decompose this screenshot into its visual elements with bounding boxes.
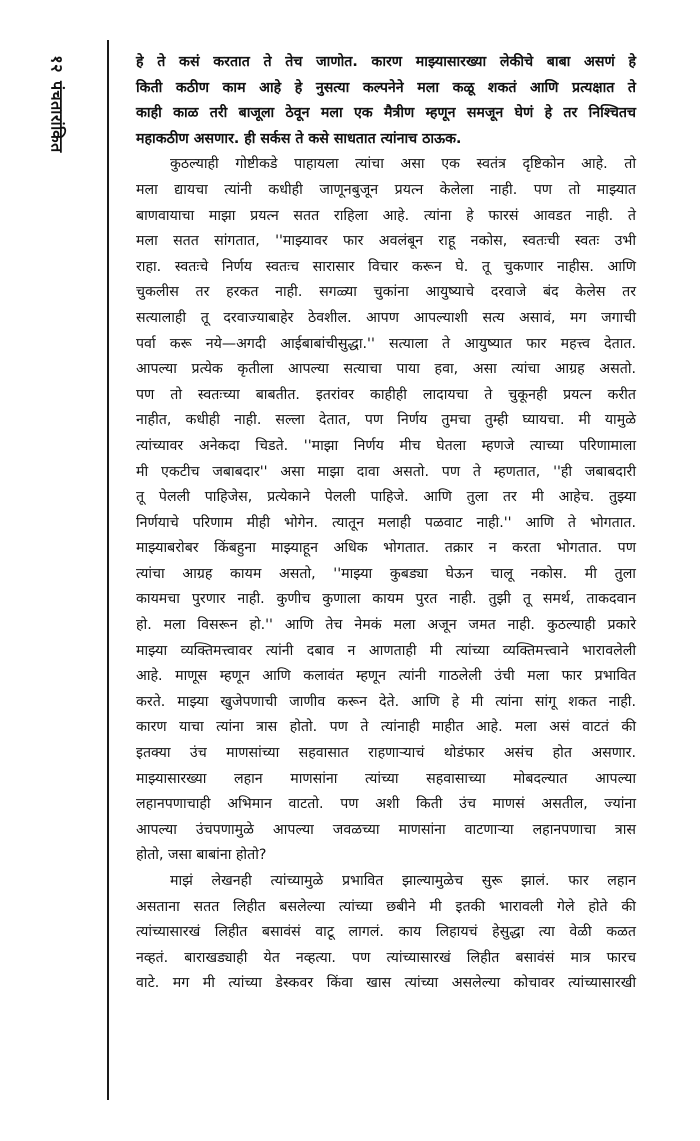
text-line: पण तो स्वतःच्या बाबतीत. इतरांवर काहीही लादायचा ते चुकूनही प्रयत्न करीत: [136, 386, 636, 403]
text-line: त्यांच्यासारखं लिहीत बसावंसं वाटू लागलं. काय लिहायचं हेसुद्धा त्या वेळी कळत: [136, 924, 636, 941]
text-line: राहा. स्वतःचे निर्णय स्वतःच सारासार विचार करून घे. तू चुकणार नाहीस. आणि: [136, 258, 636, 275]
text-line: माझं लेखनही त्यांच्यामुळे प्रभावित झाल्यामुळेच सुरू झालं. फार लहान: [170, 873, 636, 889]
text-line: माझ्यासारख्या लहान माणसांना त्यांच्या सहवासाच्या मोबदल्यात आपल्या: [136, 770, 636, 787]
text-line: हो. मला विसरून हो.'' आणि तेच नेमकं मला अजून जमत नाही. कुठल्याही प्रकारे: [136, 617, 636, 634]
text-line: चुकलीस तर हरकत नाही. सगळ्या चुकांना आयुष्याचे दरवाजे बंद केलेस तर: [136, 284, 636, 301]
text-line: बाणवायाचा माझा प्रयत्न सतत राहिला आहे. त्यांना हे फारसं आवडत नाही. ते: [136, 207, 636, 224]
text-line: आपल्या प्रत्येक कृतीला आपल्या सत्याचा पाया हवा, असा त्यांचा आग्रह असतो.: [136, 361, 636, 378]
text-line: निर्णयाचे परिणाम मीही भोगेन. त्यातून मलाही पळवाट नाही.'' आणि ते भोगतात.: [136, 514, 636, 531]
text-line: महाकठीण असणार. ही सर्कस ते कसे साधतात त्यांनाच ठाऊक.: [136, 130, 462, 147]
text-line: वाटे. मग मी त्यांच्या डेस्कवर किंवा खास त्यांच्या असलेल्या कोचावर त्यांच्यासारखी: [136, 975, 636, 992]
page-number: १२: [47, 55, 67, 73]
text-line: त्यांचा आग्रह कायम असतो, ''माझ्या कुबड्या घेऊन चालू नकोस. मी तुला: [136, 565, 636, 582]
text-line: हे ते कसं करतात ते तेच जाणोत. कारण माझ्यासारख्या लेकीचे बाबा असणं हे: [136, 54, 636, 70]
text-line: नव्हतं. बाराखड्याही येत नव्हत्या. पण त्यांच्यासारखं लिहीत बसावंसं मात्र फारच: [136, 949, 636, 966]
text-line: त्यांच्यावर अनेकदा चिडते. ''माझा निर्णय मीच घेतला म्हणजे त्याच्या परिणामाला: [136, 437, 636, 454]
text-line: मला द्यायचा त्यांनी कधीही जाणूनबुजून प्रयत्न केलेला नाही. पण तो माझ्यात: [136, 181, 636, 198]
text-line: मला सतत सांगतात, ''माझ्यावर फार अवलंबून राहू नकोस, स्वतःची स्वतः उभी: [136, 233, 636, 250]
body-text: [136, 50, 636, 997]
text-line: लहानपणाचाही अभिमान वाटतो. पण अशी किती उंच माणसं असतील, ज्यांना: [136, 796, 636, 813]
running-head: [20, 42, 95, 166]
text-line: कायमचा पुरणार नाही. कुणीच कुणाला कायम पुरत नाही. तुझी तू समर्थ, ताकदवान: [136, 591, 636, 608]
book-title: पंचतारांकित: [47, 80, 67, 153]
text-line: कुठल्याही गोष्टीकडे पाहायला त्यांचा असा एक स्वतंत्र दृष्टिकोन आहे. तो: [170, 156, 636, 173]
text-line: माझ्याबरोबर किंबहुना माझ्याहून अधिक भोगतात. तक्रार न करता भोगतात. पण: [136, 540, 636, 557]
text-line: असताना सतत लिहीत बसलेल्या त्यांच्या छबीने मी इतकी भारावली गेले होते की: [136, 898, 636, 915]
text-line: आपल्या उंचपणामुळे आपल्या जवळच्या माणसांना वाटणाऱ्या लहानपणाचा त्रास: [136, 821, 636, 838]
text-line: काही काळ तरी बाजूला ठेवून मला एक मैत्रीण म्हणून समजून घेणं हे तर निश्चितच: [136, 105, 636, 122]
text-line: इतक्या उंच माणसांच्या सहवासात राहणाऱ्याचं थोडंफार असंच होत असणार.: [136, 745, 636, 762]
text-line: सत्यालाही तू दरवाज्याबाहेर ठेवशील. आपण आपल्याशी सत्य असावं, मग जगाची: [136, 309, 636, 326]
text-line: मी एकटीच जबाबदार'' असा माझा दावा असतो. पण ते म्हणतात, ''ही जबाबदारी: [136, 463, 636, 480]
text-line: पर्वा करू नये—अगदी आईबाबांचीसुद्धा.'' सत्याला ते आयुष्यात फार महत्त्व देतात.: [136, 335, 636, 352]
margin-rule: [107, 40, 109, 1100]
text-line: होतो, जसा बाबांना होतो?: [136, 847, 267, 864]
text-line: नाहीत, कधीही नाही. सल्ला देतात, पण निर्णय तुमचा तुम्ही घ्यायचा. मी यामुळे: [136, 412, 636, 429]
running-head-text: [47, 55, 69, 152]
page-margin: [0, 0, 108, 1141]
text-line: माझ्या व्यक्तिमत्त्वावर त्यांनी दबाव न आणताही मी त्यांच्या व्यक्तिमत्त्वाने भारावलेली: [136, 642, 636, 659]
text-line: तू पेलली पाहिजेस, प्रत्येकाने पेलली पाहिजे. आणि तुला तर मी आहेच. तुझ्या: [136, 489, 636, 506]
text-line: कारण याचा त्यांना त्रास होतो. पण ते त्यांनाही माहीत आहे. मला असं वाटतं की: [136, 719, 636, 736]
text-line: आहे. माणूस म्हणून आणि कलावंत म्हणून त्यांनी गाठलेली उंची मला फार प्रभावित: [136, 668, 636, 685]
text-line: करते. माझ्या खुजेपणाची जाणीव करून देते. आणि हे मी त्यांना सांगू शकत नाही.: [136, 693, 636, 710]
text-line: किती कठीण काम आहे हे नुसत्या कल्पनेने मला कळू शकतं आणि प्रत्यक्षात ते: [136, 79, 636, 96]
